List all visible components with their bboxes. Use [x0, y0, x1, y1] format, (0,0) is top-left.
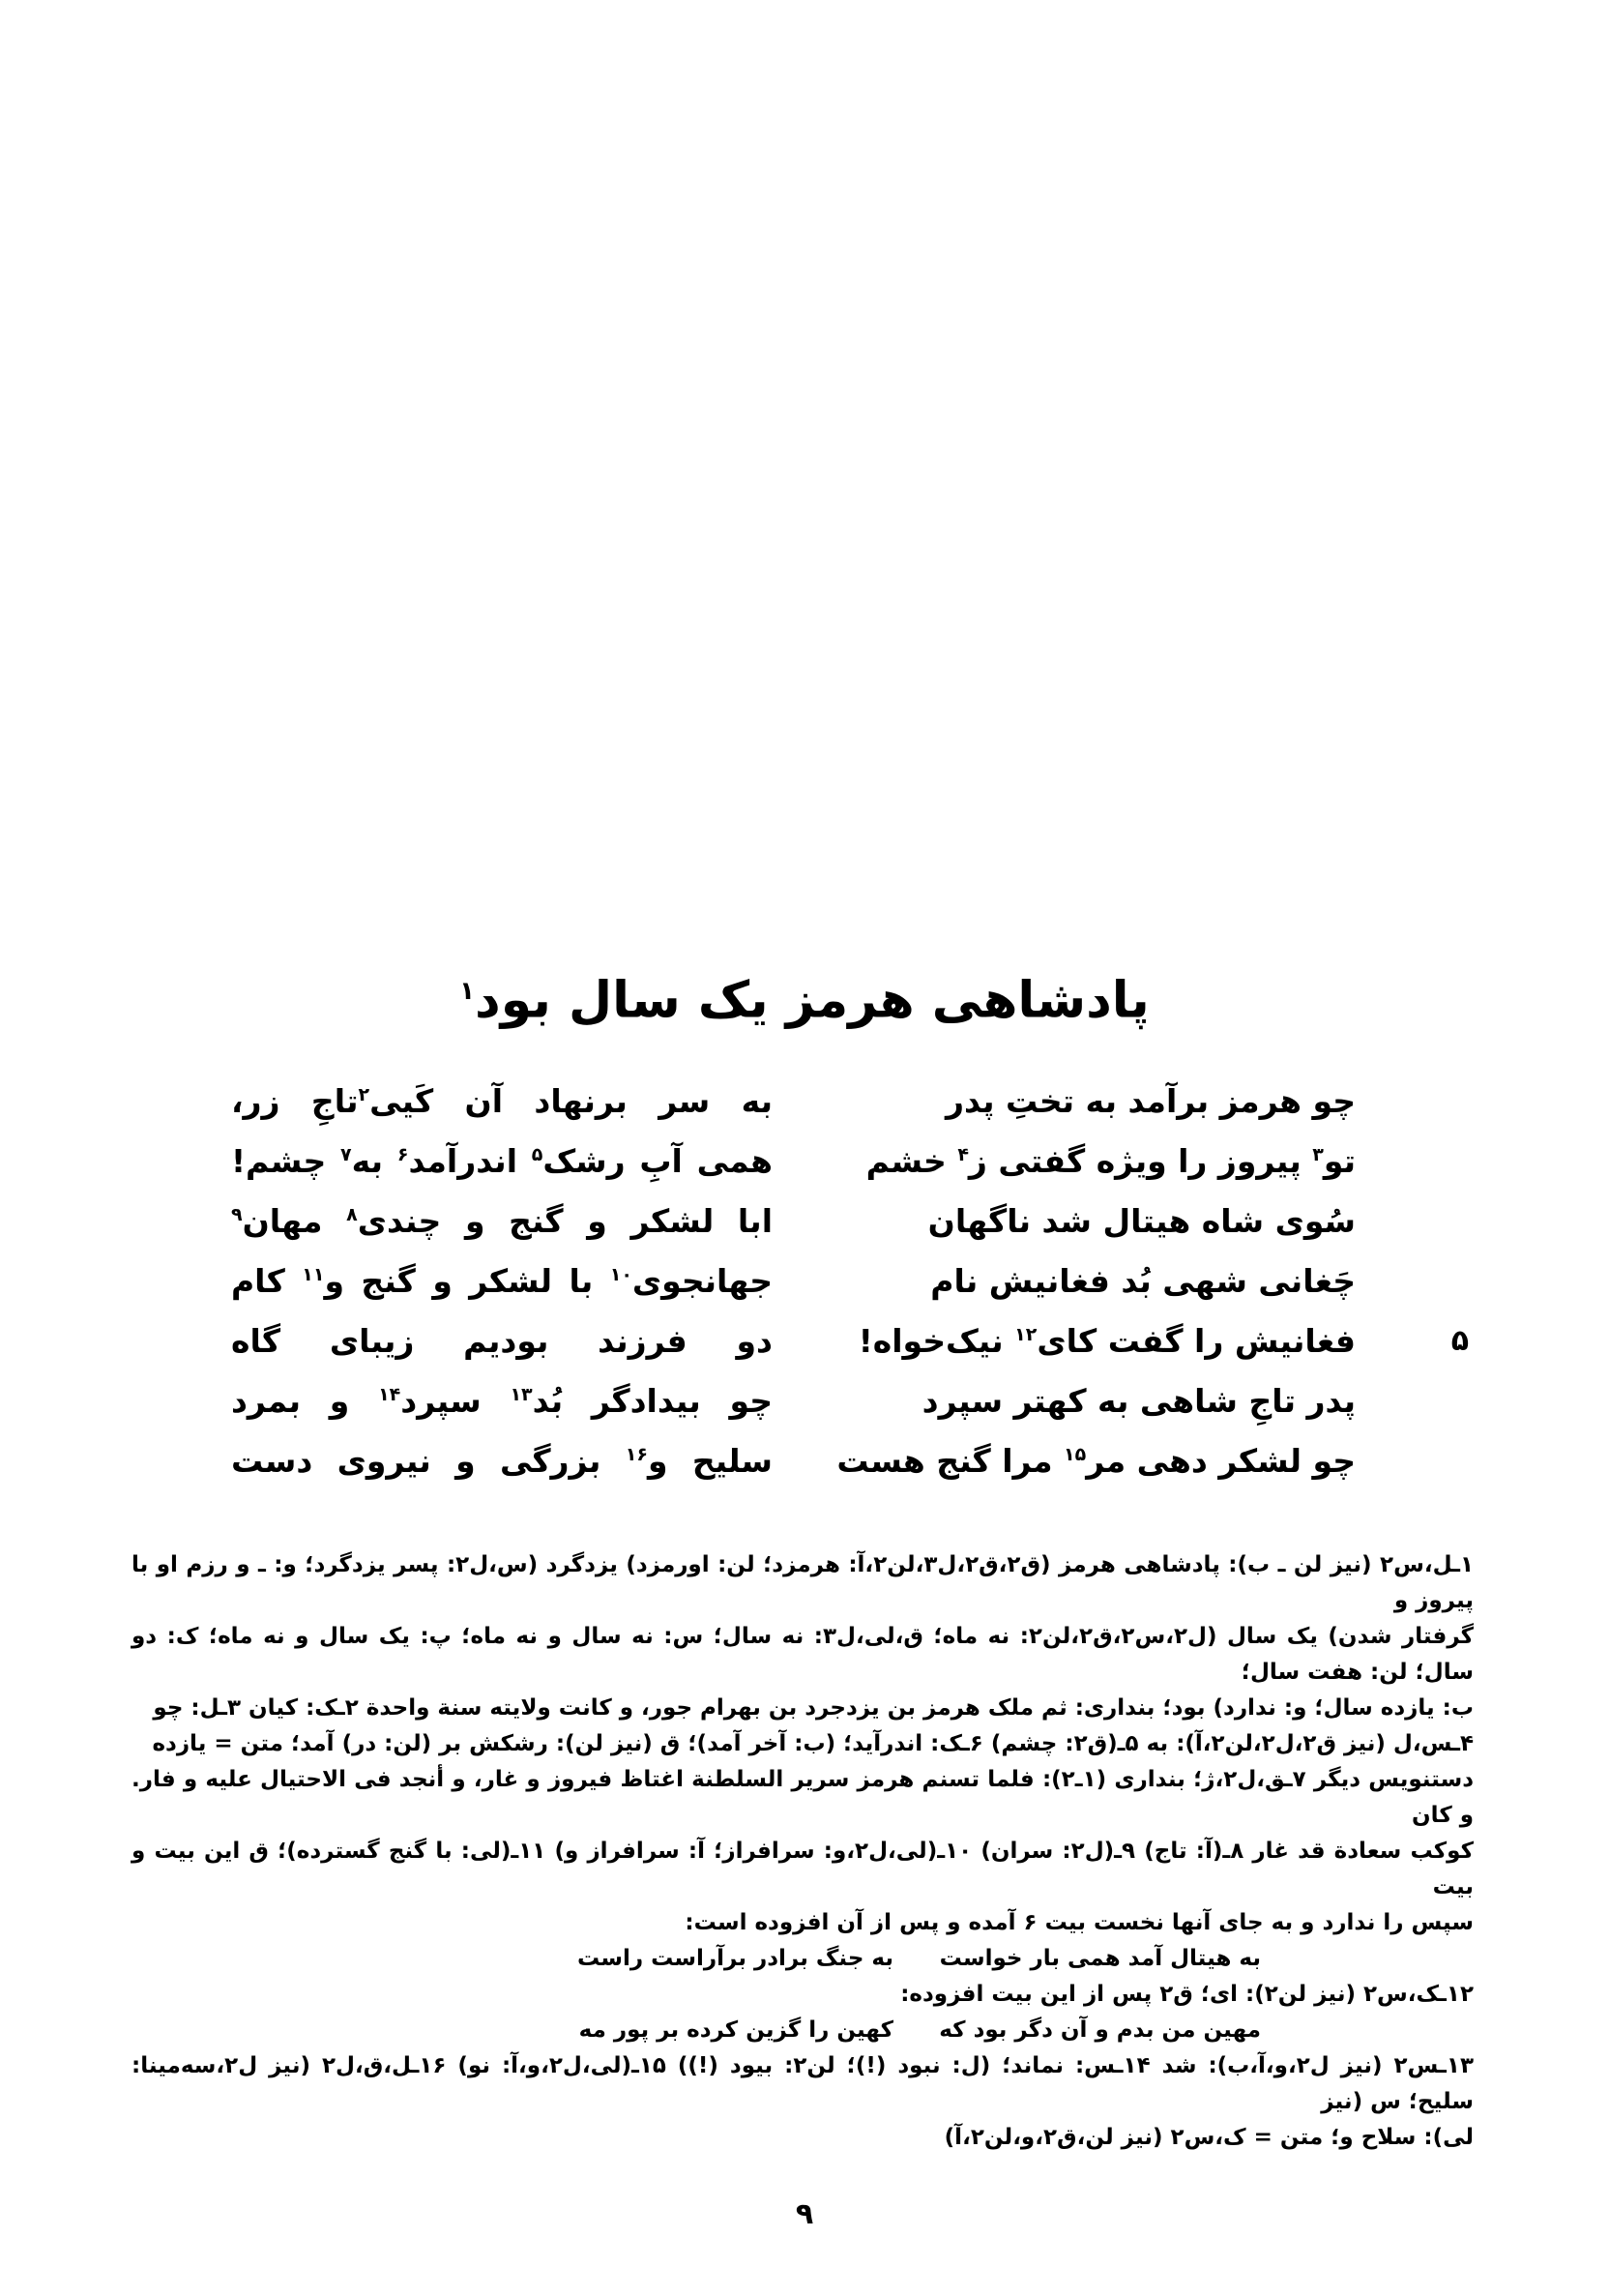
footnote-line: ۱ـل،س۲ (نیز لن ـ ب): پادشاهی هرمز (ق۲،ق۲،ل۳،لن۲،آ: هرمزد؛ لن: اورمزد) یزدگرد (س،ل۲: پسر یزدگرد؛ و: ـ و رزم او با پیروز و [132, 1552, 1475, 1613]
footnote-line: سپس را ندارد و به جای آنها نخست بیت ۶ آمده و پس از آن افزوده است: [685, 1910, 1474, 1935]
footnote-line: ب: یازده سال؛ و: ندارد) بود؛ بنداری: ثم ملک هرمز بن یزدجرد بن بهرام جور، و کانت ولایته سنة واحدة ۲ـک: کیان ۳ـل: چو [153, 1695, 1474, 1721]
verse-6-first-hemistich: پدر تاجِ شاهی به کهتر سپرد [922, 1382, 1356, 1420]
verse-3-second-hemistich: ابا لشکر و گنج و چندی$^۸$ مهان$^۹$ [231, 1202, 774, 1240]
verse-4-first-hemistich: چَغانی شهی بُد فغانیش نام [930, 1262, 1356, 1300]
footnote-marker: ۱۴ [378, 1384, 401, 1405]
footnote-marker: ۱۶ [625, 1444, 648, 1465]
footnote-marker: ۶ [396, 1144, 409, 1165]
footnote-quoted-verse [132, 2013, 1474, 2048]
footnote-marker: ۱۵ [1064, 1444, 1087, 1465]
footnote-line: کوکب سعادة قد غار ۸ـ(آ: تاج) ۹ـ(ل۲: سران) ۱۰ـ(لی،ل۲،و: سرافراز؛ آ: سرافراز و) ۱۱ـ(لی: با گنج گسترده)؛ ق این بیت و بیت [132, 1839, 1474, 1899]
page-number: ۹ [795, 2197, 814, 2231]
verse-1-second-hemistich: به سر برنهاد آن کَیی$^۲$تاجِ زر، [231, 1082, 773, 1120]
footnote-marker: ۱۳ [510, 1384, 533, 1405]
footnote-marker: ۲ [358, 1084, 370, 1105]
footnote-marker: ۱۱ [302, 1264, 325, 1285]
quoted-hemistich: به جنگ برادر برآراست راست [576, 1946, 893, 1971]
footnote-line: ۱۳ـس۲ (نیز ل۲،و،آ،ب): شد ۱۴ـس: نماند؛ (ل: نبود (!)؛ لن۲: بیود (!)) ۱۵ـ(لی،ل۲،و،آ: نو) ۱۶ـل،ق،ل۲ (نیز ل۲،سه‌مینا: سلیح؛ س (نیز [132, 2053, 1474, 2114]
title-text: پادشاهی هرمز یک سال بود [475, 971, 1150, 1030]
footnote-marker: ۱۰ [609, 1264, 632, 1285]
footnote-marker: ۷ [340, 1144, 352, 1165]
verse-5-first-hemistich: فغانیش را گفت کای$^{۱۲}$ نیک‌خواه! [858, 1322, 1356, 1360]
quoted-hemistich: مهین من بدم و آن دگر بود که [939, 2017, 1261, 2043]
footnote-marker: ۱ [459, 976, 476, 1006]
footnote-line: گرفتار شدن) یک سال (ل۲،س۲،ق۲،لن۲: نه ماه؛ ق،لی،ل۳: نه سال؛ س: نه سال و نه ماه؛ پ: یک سال و نه ماه؛ ک: دو سال؛ لن: هفت سال؛ [132, 1624, 1475, 1685]
verse-3-first-hemistich: سُوی شاه هیتال شد ناگهان [927, 1202, 1356, 1240]
footnote-marker: ۵ [531, 1144, 543, 1165]
footnote-line: دستنویس دیگر ۷ـق،ل۲،ژ؛ بنداری (۱ـ۲): فلما تسنم هرمز سریر السلطنة اغتاظ فیروز و غار، و أنجد فی الاحتیال علیه و فار. و کان [132, 1767, 1474, 1828]
quoted-hemistich: به هیتال آمد همی بار خواست [939, 1946, 1261, 1971]
footnote-marker: ۹ [231, 1204, 243, 1225]
verse-2-first-hemistich: تو$^۳$ پیروز را ویژه گفتی ز$^۴$ خشم [865, 1142, 1356, 1180]
verse-7-second-hemistich: سلیح و$^{۱۶}$ بزرگی و نیروی دست [231, 1442, 773, 1480]
verse-7-first-hemistich: چو لشکر دهی مر$^{۱۵}$ مرا گنج هست [836, 1442, 1356, 1480]
footnote-line: ۱۲ـک،س۲ (نیز لن۲): ای؛ ق۲ پس از این بیت افزوده: [900, 1982, 1474, 2007]
verse-4-second-hemistich: جهانجوی$^{۱۰}$ با لشکر و گنج و$^{۱۱}$ کام [231, 1262, 773, 1300]
footnote-marker: ۸ [346, 1204, 358, 1225]
section-title [0, 957, 1609, 1034]
footnote-marker: ۴ [957, 1144, 969, 1165]
verse-5-second-hemistich: دو فرزند بودیم زیبای گاه [231, 1322, 773, 1360]
verse-1-first-hemistich: چو هرمز برآمد به تختِ پدر [946, 1082, 1356, 1120]
footnote-quoted-verse [132, 1941, 1474, 1977]
footnote-line: لی): سلاح و؛ متن = ک،س۲ (نیز لن،ق۲،و،لن۲،آ) [944, 2125, 1474, 2150]
poem [0, 1072, 1609, 1497]
verse-2-second-hemistich: همی آبِ رشک$^۵$ اندرآمد$^۶$ به$^۷$ چشم! [231, 1142, 773, 1180]
footnote-marker: ۱۲ [1014, 1324, 1038, 1345]
footnote-marker: ۳ [1312, 1144, 1324, 1165]
quoted-hemistich: کهین را گزین کرده بر پور مه [578, 2017, 893, 2043]
verse-6-second-hemistich: چو بیدادگر بُد$^{۱۳}$ سپرد$^{۱۴}$ و بمرد [231, 1382, 774, 1420]
footnote-line: ۴ـس،ل (نیز ق۲،ل۲،لن۲،آ): به ۵ـ(ق۲: چشم) ۶ـک: اندرآید؛ (ب: آخر آمد)؛ ق (نیز لن): رشکش بر (لن: در) آمد؛ متن = یازده [152, 1731, 1474, 1756]
footnotes [132, 1547, 1474, 2156]
verse-number: ۵ [1450, 1324, 1469, 1358]
